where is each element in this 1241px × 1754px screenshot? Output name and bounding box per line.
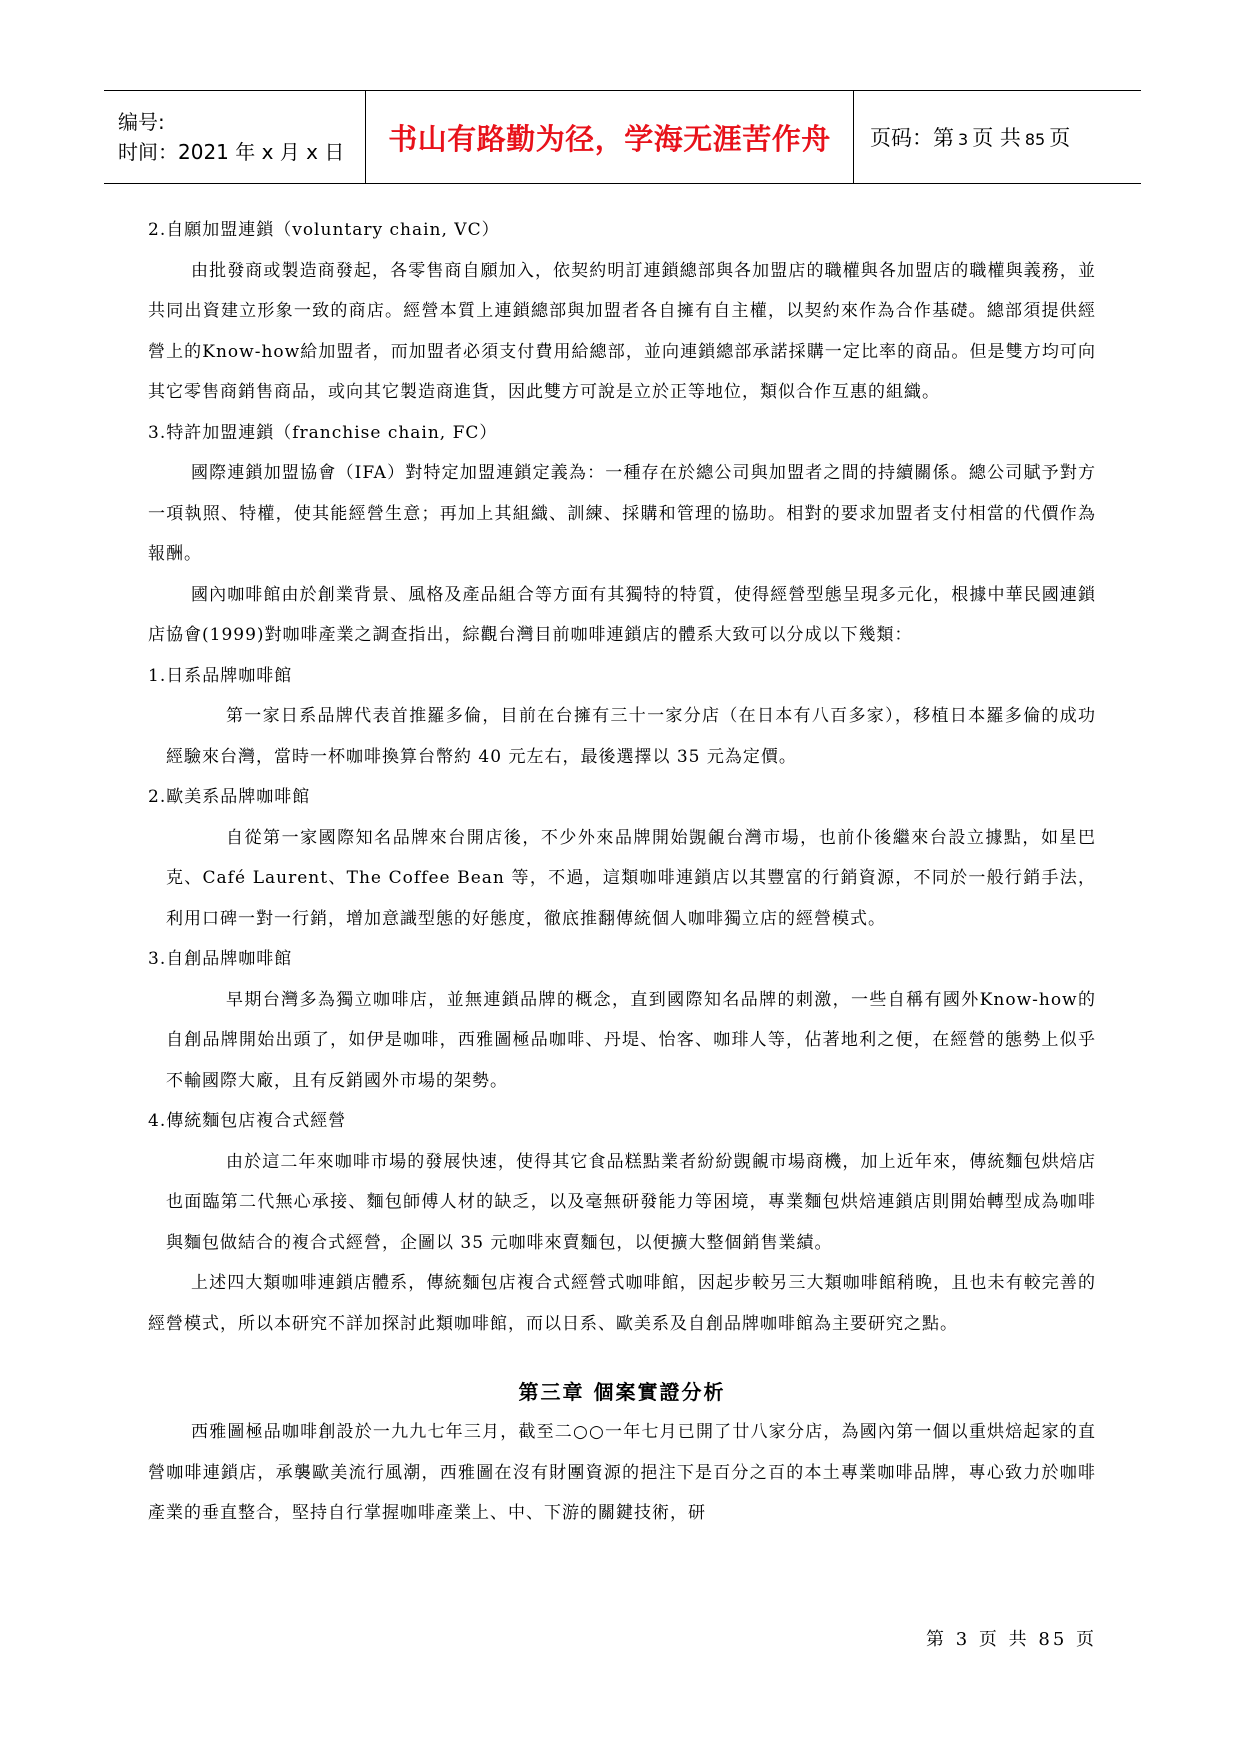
- paragraph-western-brand: 自從第一家國際知名品牌來台開店後，不少外來品牌開始覬覦台灣市場，也前仆後繼來台設立據點，如星巴克、Café Laurent、The Coffee Bean 等，不過，這類咖啡連鎖店以其豐富的行銷資源，不同於一般行銷手法，利用口碑一對一行銷，增加意識型態的好態度，徹底推翻傳統個人咖啡獨立店的經營模式。: [166, 827, 1096, 929]
- paragraph-bakery-hybrid: 由於這二年來咖啡市場的發展快速，使得其它食品糕點業者紛紛覬覦市場商機，加上近年來，傳統麵包烘焙店也面臨第二代無心承接、麵包師傅人材的缺乏，以及毫無研發能力等困境，專業麵包烘焙連鎖店則開始轉型成為咖啡與麵包做結合的複合式經營，企圖以 35 元咖啡來賣麵包，以便擴大整個銷售業績。: [166, 1151, 1096, 1253]
- section-heading-japanese-brand: 1.日系品牌咖啡館: [148, 665, 293, 686]
- section-heading-bakery-hybrid: 4.傳統麵包店複合式經營: [148, 1111, 347, 1131]
- paragraph-summary: 上述四大類咖啡連鎖店體系，傳統麵包店複合式經營式咖啡館，因起步較另三大類咖啡館稍晚，且也未有較完善的經營模式，所以本研究不詳加探討此類咖啡館，而以日系、歐美系及自創品牌咖啡館為主要研究之點。: [148, 1273, 1096, 1334]
- page-mid: 页 共: [972, 126, 1021, 150]
- motto-text: 书山有路勤为径，学海无涯苦作舟: [388, 121, 831, 156]
- document-time-label: 时间：2021 年 x 月 x 日: [118, 140, 345, 164]
- paragraph-coffee-chain-types: 國內咖啡館由於創業背景、風格及產品組合等方面有其獨特的特質，使得經營型態呈現多元化，根據中華民國連鎖店協會(1999)對咖啡產業之調查指出，綜觀台灣目前咖啡連鎖店的體系大致可以分成以下幾類：: [148, 584, 1096, 645]
- section-heading-voluntary-chain: 2.自願加盟連鎖（voluntary chain, VC）: [148, 220, 500, 240]
- page-prefix: 页码：第: [870, 126, 954, 150]
- page-footer: 第 3 页 共 85 页: [926, 1629, 1097, 1650]
- page-total: 85: [1024, 130, 1046, 149]
- header-meta: [104, 91, 366, 183]
- paragraph-japanese-brand: 第一家日系品牌代表首推羅多倫，目前在台擁有三十一家分店（在日本有八百多家），移植日本羅多倫的成功經驗來台灣，當時一杯咖啡換算台幣約 40 元左右，最後選擇以 35 元為定價。: [166, 706, 1096, 767]
- document-number-label: 编号:: [118, 110, 165, 134]
- paragraph-voluntary-chain: 由批發商或製造商發起，各零售商自願加入，依契約明訂連鎖總部與各加盟店的職權與各加盟店的職權與義務，並共同出資建立形象一致的商店。經營本質上連鎖總部與加盟者各自擁有自主權，以契約來作為合作基礎。總部須提供經營上的Know-how給加盟者，而加盟者必須支付費用給總部，並向連鎖總部承諾採購一定比率的商品。但是雙方均可向其它零售商銷售商品，或向其它製造商進貨，因此雙方可說是立於正等地位，類似合作互惠的組織。: [148, 260, 1096, 402]
- section-heading-western-brand: 2.歐美系品牌咖啡館: [148, 787, 311, 807]
- paragraph-franchise-chain: 國際連鎖加盟協會（IFA）對特定加盟連鎖定義為：一種存在於總公司與加盟者之間的持續關係。總公司賦予對方一項執照、特權，使其能經營生意；再加上其組織、訓練、採購和管理的協助。相對的要求加盟者支付相當的代價作為報酬。: [148, 463, 1096, 564]
- section-heading-local-brand: 3.自創品牌咖啡館: [148, 949, 293, 969]
- page-counter: [870, 122, 1141, 152]
- section-heading-franchise-chain: 3.特許加盟連鎖（franchise chain, FC）: [148, 422, 498, 443]
- paragraph-local-brand: 早期台灣多為獨立咖啡店，並無連鎖品牌的概念，直到國際知名品牌的刺激，一些自稱有國外Know-how的自創品牌開始出頭了，如伊是咖啡，西雅圖極品咖啡、丹堤、怡客、咖琲人等，佔著地利之便，在經營的態勢上似乎不輸國際大廠，且有反銷國外市場的架勢。: [166, 989, 1096, 1091]
- chapter-title: 第三章 個案實證分析: [518, 1380, 726, 1404]
- paragraph-seattle-coffee: 西雅圖極品咖啡創設於一九九七年三月，截至二○○一年七月已開了廿八家分店，為國內第一個以重烘焙起家的直營咖啡連鎖店，承襲歐美流行風潮，西雅圖在沒有財團資源的挹注下是百分之百的本土專業咖啡品牌，專心致力於咖啡產業的垂直整合，堅持自行掌握咖啡產業上、中、下游的關鍵技術，研: [148, 1422, 1096, 1523]
- document-body: [148, 210, 1096, 1534]
- header-motto: [366, 91, 854, 183]
- header-page-info: [854, 91, 1141, 183]
- page-suffix: 页: [1049, 126, 1071, 150]
- page-header: [104, 90, 1141, 184]
- page-current: 3: [958, 130, 969, 149]
